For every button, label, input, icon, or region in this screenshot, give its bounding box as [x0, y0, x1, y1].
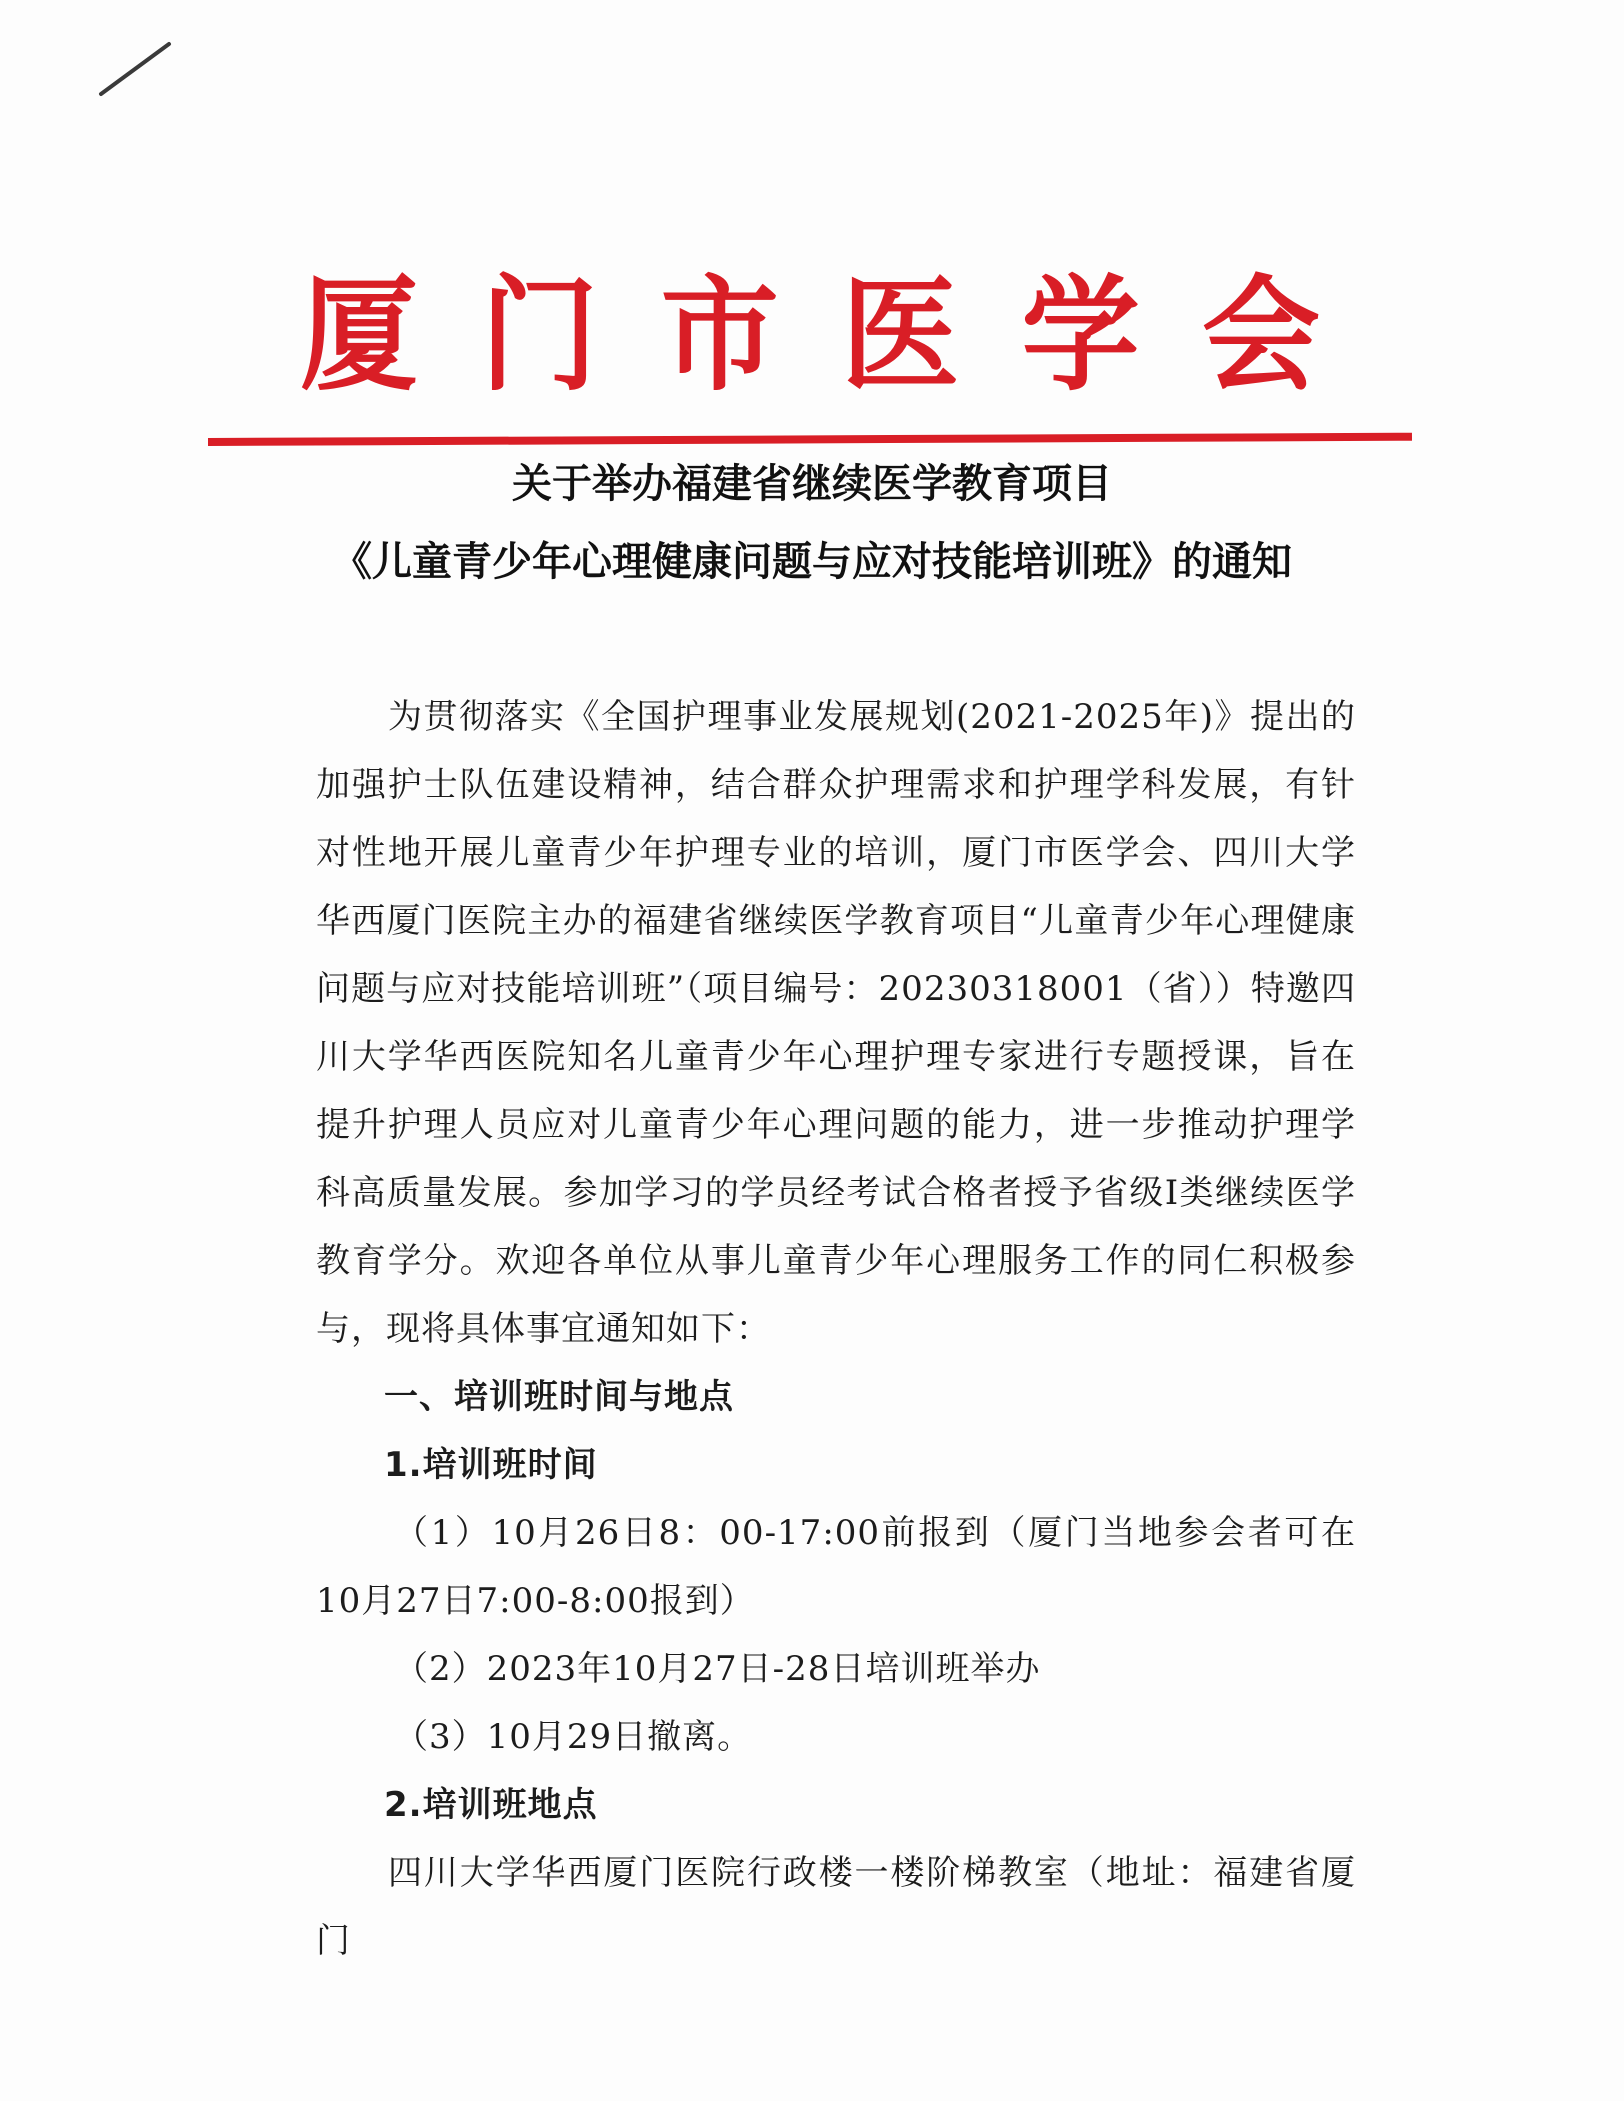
letterhead-red-rule: [208, 433, 1412, 446]
schedule-item-2: （2）2023年10月27日-28日培训班举办: [394, 1649, 1041, 1689]
letterhead-char: 市: [660, 261, 779, 408]
letterhead-char: 会: [1201, 261, 1320, 408]
letterhead-organization-name: [300, 261, 1320, 408]
section-1-heading: 一、培训班时间与地点: [384, 1377, 734, 1417]
notice-title-line-2: 《儿童青少年心理健康问题与应对技能培训班》的通知: [332, 539, 1292, 585]
notice-title-line-1: 关于举办福建省继续医学教育项目: [512, 461, 1112, 507]
intro-paragraph: 为贯彻落实《全国护理事业发展规划(2021-2025年)》提出的加强护士队伍建设精神，结合群众护理需求和护理学科发展，有针对性地开展儿童青少年护理专业的培训，厦门市医学会、四川大学华西厦门医院主办的福建省继续医学教育项目“儿童青少年心理健康问题与应对技能培训班”（项目编号：20230318001（省））特邀四川大学华西医院知名儿童青少年心理护理专家进行专题授课，旨在提升护理人员应对儿童青少年心理问题的能力，进一步推动护理学科高质量发展。参加学习的学员经考试合格者授予省级I类继续医学教育学分。欢迎各单位从事儿童青少年心理服务工作的同仁积极参与，现将具体事宜通知如下：: [316, 697, 1356, 1349]
letterhead-char: 门: [480, 261, 599, 408]
notice-body: [316, 683, 1356, 1975]
letterhead-char: 医: [841, 261, 960, 408]
schedule-item-1: （1）10月26日8：00-17:00前报到（厦门当地参会者可在10月27日7:00-8:00报到）: [316, 1513, 1356, 1621]
letterhead-char: 学: [1021, 261, 1140, 408]
letterhead-char: 厦: [300, 261, 419, 408]
schedule-item-3: （3）10月29日撤离。: [394, 1717, 753, 1757]
section-1-1-heading: 1.培训班时间: [384, 1445, 598, 1485]
pen-stroke-mark: [95, 38, 175, 98]
section-1-2-heading: 2.培训班地点: [384, 1785, 598, 1825]
venue-text: 四川大学华西厦门医院行政楼一楼阶梯教室（地址：福建省厦门: [316, 1853, 1356, 1961]
